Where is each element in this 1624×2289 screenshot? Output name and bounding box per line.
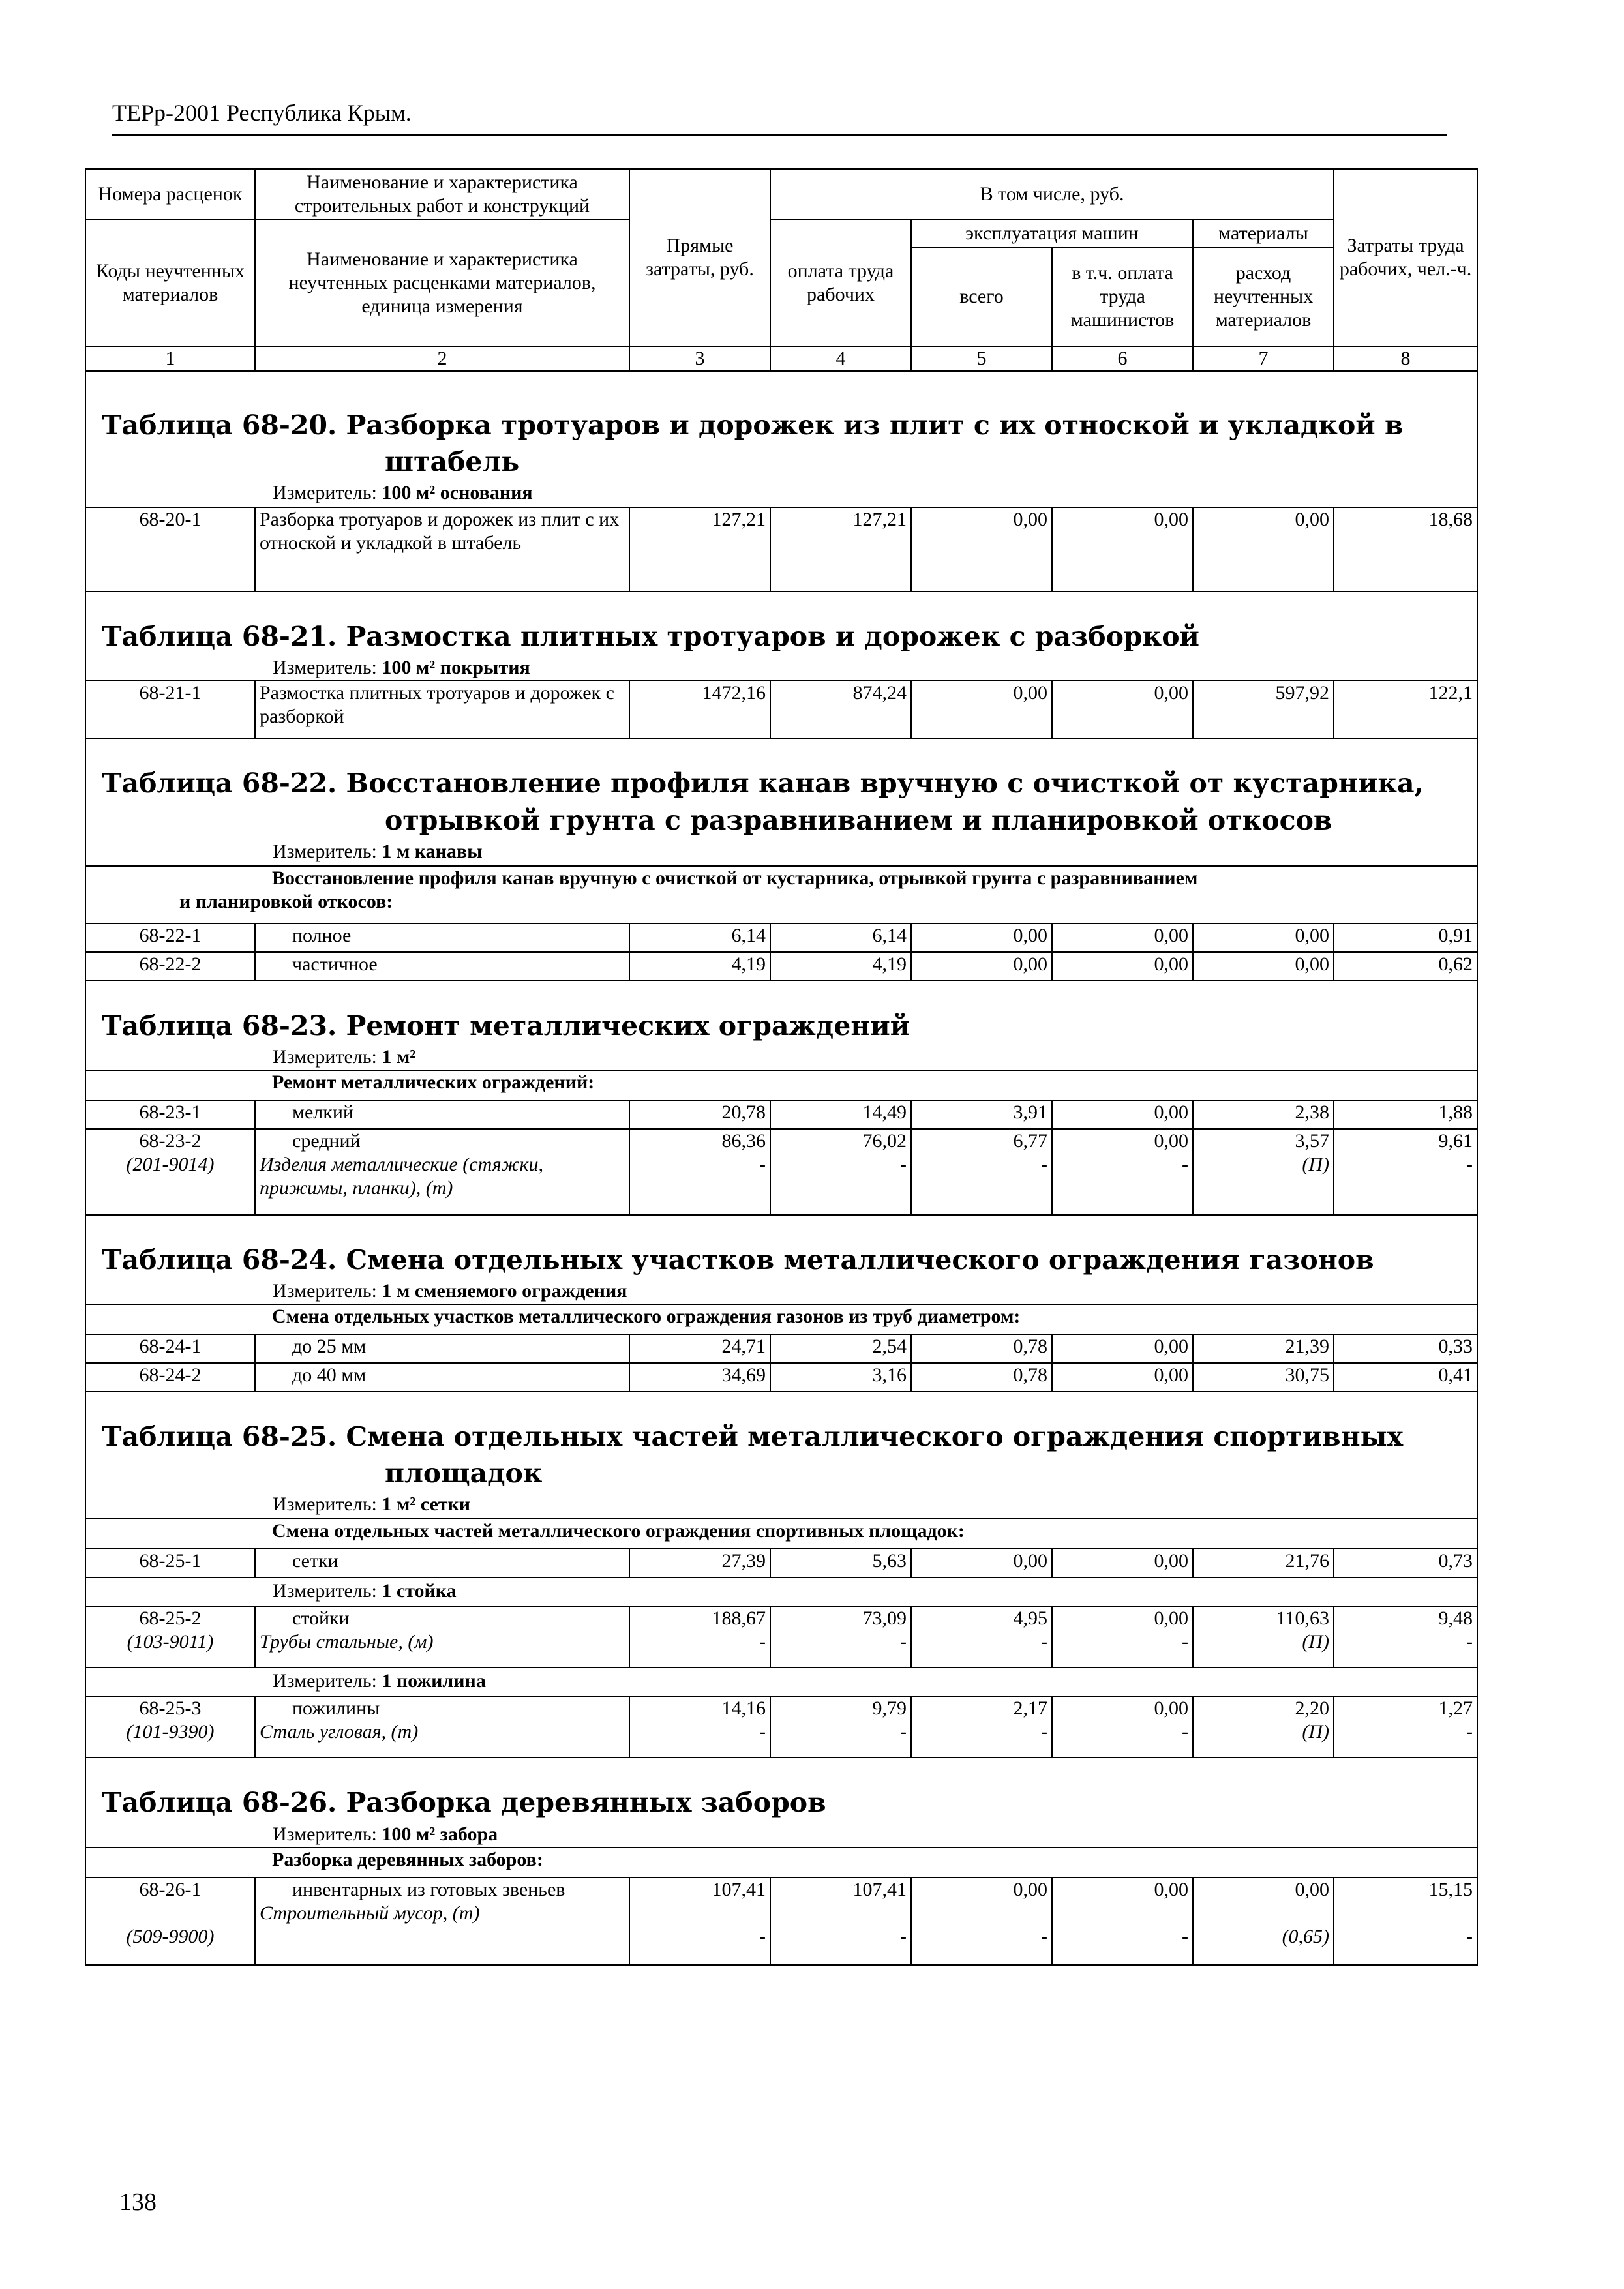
- col-number: 6: [1052, 346, 1193, 371]
- table-title: Таблица 68-22. Восстановление профиля канав вручную с очисткой от кустарника, отрывкой грунта с разравниванием и планировкой откосов: [85, 738, 1477, 838]
- col2-header-bottom: Наименование и характеристика неучтенных расценками материалов, единица измерения: [255, 220, 629, 346]
- meter-line: Измеритель: 1 пожилина: [85, 1668, 1477, 1696]
- col3-header: Прямые затраты, руб.: [629, 169, 770, 346]
- meter-line: Измеритель: 100 м² покрытия: [85, 655, 1477, 681]
- meter-line: Измеритель: 1 м канавы: [85, 839, 1477, 866]
- rate-row: 68-21-1 Размостка плитных тротуаров и дорожек с разборкой 1472,16 874,24 0,00 0,00 597,92 122,1: [85, 681, 1477, 738]
- meter-line: Измеритель: 1 м сменяемого ограждения: [85, 1278, 1477, 1304]
- col4-header: оплата труда рабочих: [770, 220, 911, 346]
- group-heading: Разборка деревянных заборов:: [85, 1848, 1477, 1878]
- table-title: Таблица 68-21. Размостка плитных тротуаров и дорожек с разборкой: [85, 591, 1477, 655]
- rate-row: 68-25-1 сетки 27,39 5,63 0,00 0,00 21,76 0,73: [85, 1549, 1477, 1578]
- table-title: Таблица 68-26. Разборка деревянных заборов: [85, 1758, 1477, 1821]
- meter-line: Измеритель: 100 м² основания: [85, 480, 1477, 507]
- meter-line: Измеритель: 1 стойка: [85, 1578, 1477, 1606]
- col-number: 1: [85, 346, 255, 371]
- rate-row: 68-22-1 полное 6,14 6,14 0,00 0,00 0,00 0,91: [85, 923, 1477, 952]
- rate-row: 68-23-2 (201-9014) средний Изделия металлические (стяжки, прижимы, планки), (т) 86,36 - 76,02 - 6,77 - 0,00 - 3,57 (П) 9,61 -: [85, 1129, 1477, 1215]
- table-title: Таблица 68-24. Смена отдельных участков металлического ограждения газонов: [85, 1215, 1477, 1278]
- col-number: 7: [1193, 346, 1334, 371]
- machines-header: эксплуатация машин: [911, 220, 1193, 247]
- table-title: Таблица 68-20. Разборка тротуаров и дорожек из плит с их отноской и укладкой в штабель: [85, 371, 1477, 480]
- meter-line: Измеритель: 1 м² сетки: [85, 1491, 1477, 1519]
- meter-line: Измеритель: 100 м² забора: [85, 1821, 1477, 1848]
- col2-header-top: Наименование и характеристика строительных работ и конструкций: [255, 169, 629, 220]
- group-heading: Смена отдельных участков металлического ограждения газонов из труб диаметром:: [85, 1304, 1477, 1334]
- col-number: 3: [629, 346, 770, 371]
- rate-row: 68-25-3 (101-9390) пожилины Сталь угловая, (т) 14,16 - 9,79 - 2,17 - 0,00 - 2,20 (П) 1,27 -: [85, 1696, 1477, 1758]
- rate-row: 68-26-1 (509-9900) инвентарных из готовых звеньев Строительный мусор, (т) 107,41 - 107,41 - 0,00 - 0,00 - 0,00 (0,65) 15,15 -: [85, 1878, 1477, 1965]
- col5-header: всего: [911, 247, 1052, 346]
- rate-row: 68-25-2 (103-9011) стойки Трубы стальные, (м) 188,67 - 73,09 - 4,95 - 0,00 - 110,63 (П) 9,48 -: [85, 1606, 1477, 1668]
- included-header: В том числе, руб.: [770, 169, 1334, 220]
- table-title: Таблица 68-25. Смена отдельных частей металлического ограждения спортивных площадок: [85, 1392, 1477, 1491]
- col1-header-bottom: Коды неучтенных материалов: [85, 220, 255, 346]
- rate-row: 68-20-1 Разборка тротуаров и дорожек из плит с их отноской и укладкой в штабель 127,21 127,21 0,00 0,00 0,00 18,68: [85, 507, 1477, 591]
- header-rule: [112, 134, 1447, 136]
- col-number: 2: [255, 346, 629, 371]
- column-numbers-row: [85, 346, 1477, 371]
- group-heading: Смена отдельных частей металлического ограждения спортивных площадок:: [85, 1519, 1477, 1549]
- table-title: Таблица 68-23. Ремонт металлических ограждений: [85, 981, 1477, 1044]
- col8-header: Затраты труда рабочих, чел.-ч.: [1334, 169, 1477, 346]
- materials-header: материалы: [1193, 220, 1334, 247]
- page-number: 138: [119, 2189, 157, 2216]
- col-number: 8: [1334, 346, 1477, 371]
- col-number: 5: [911, 346, 1052, 371]
- col-number: 4: [770, 346, 911, 371]
- col6-header: в т.ч. оплата труда машинистов: [1052, 247, 1193, 346]
- rate-row: 68-24-1 до 25 мм 24,71 2,54 0,78 0,00 21,39 0,33: [85, 1334, 1477, 1363]
- rates-table: [85, 168, 1478, 1966]
- col1-header-top: Номера расценок: [85, 169, 255, 220]
- group-heading: Ремонт металлических ограждений:: [85, 1070, 1477, 1100]
- group-heading: Восстановление профиля канав вручную с очисткой от кустарника, отрывкой грунта с разравниванием и планировкой откосов:: [85, 866, 1477, 923]
- col7-header: расход неучтенных материалов: [1193, 247, 1334, 346]
- rate-row: 68-23-1 мелкий 20,78 14,49 3,91 0,00 2,38 1,88: [85, 1100, 1477, 1129]
- rate-row: 68-22-2 частичное 4,19 4,19 0,00 0,00 0,00 0,62: [85, 952, 1477, 981]
- meter-line: Измеритель: 1 м²: [85, 1044, 1477, 1070]
- rate-row: 68-24-2 до 40 мм 34,69 3,16 0,78 0,00 30,75 0,41: [85, 1363, 1477, 1392]
- document-header: ТЕРр-2001 Республика Крым.: [112, 100, 412, 126]
